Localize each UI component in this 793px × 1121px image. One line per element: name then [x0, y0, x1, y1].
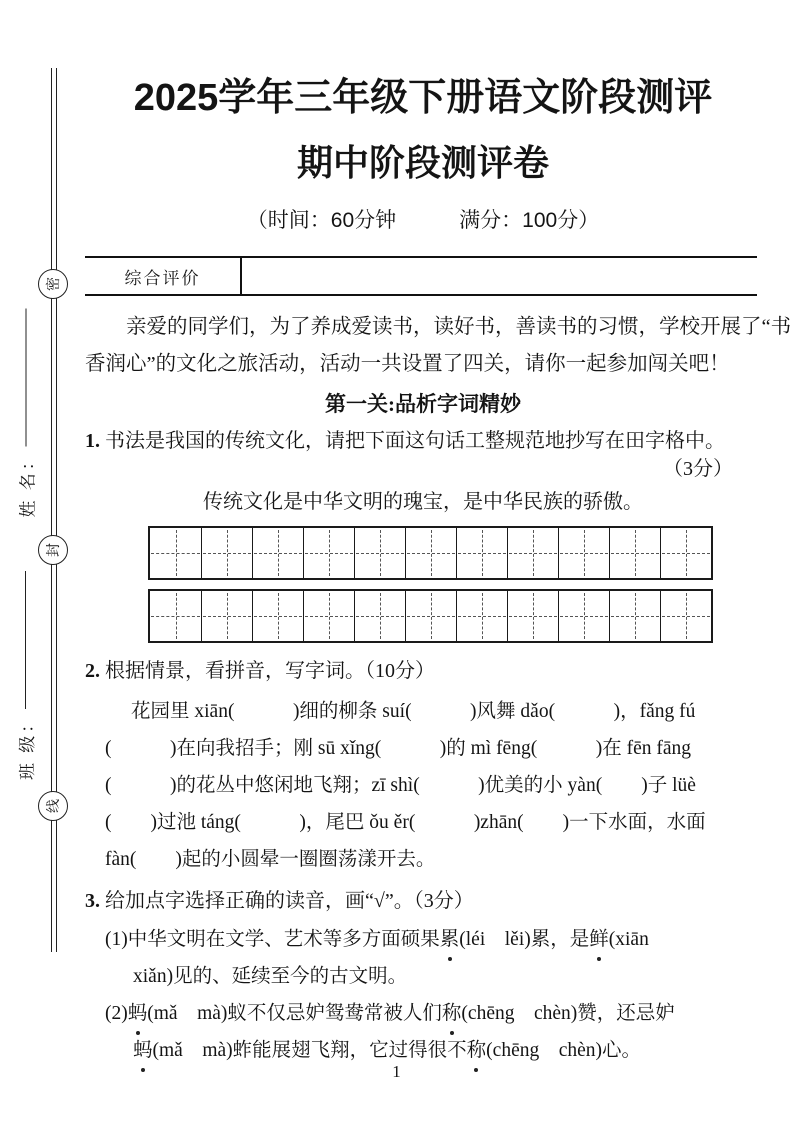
tianzige-grid [148, 526, 761, 643]
tianzige-cell [150, 591, 201, 641]
tianzige-cell [303, 591, 354, 641]
name-write-line [25, 308, 26, 446]
tianzige-cell [609, 528, 660, 578]
q3-item-line [85, 958, 761, 995]
question-1-number: 1. [85, 430, 100, 452]
intro-line: 香润心”的文化之旅活动，活动一共设置了四关，请你一起参加闯关吧！ [85, 353, 730, 375]
paper-subtitle: 期中阶段测评卷 [296, 142, 549, 183]
q3-text-segment: (1)中华文明在文学、艺术等多方面硕果 [105, 929, 440, 950]
q3-text-segment: xiǎn)见的、延续至今的古文明。 [133, 966, 408, 987]
question-3 [85, 887, 761, 1069]
q3-text-segment: (chēng chèn)赞，还忌妒 [461, 1003, 675, 1024]
question-2-text: 根据情景，看拼音，写字词。（10分） [105, 660, 435, 682]
dotted-character: 蚂 [128, 995, 148, 1032]
tianzige-cell [354, 591, 405, 641]
tianzige-cell [405, 528, 456, 578]
tianzige-cell [609, 591, 660, 641]
tianzige-cell [456, 528, 507, 578]
q2-pinyin-line: ( )的花丛中悠闲地飞翔；zī shì( )优美的小 yàn( )子 lüè [105, 775, 696, 796]
dotted-character: 称 [467, 1032, 487, 1069]
tianzige-row [148, 589, 713, 643]
q2-pinyin-line: 花园里 xiān( )细的柳条 suí( )风舞 dǎo( )，fǎng fú [131, 701, 696, 722]
q3-items [85, 921, 761, 1069]
evaluation-box [85, 256, 757, 296]
seal-stamp-mi [38, 269, 68, 299]
question-3-header [85, 887, 761, 915]
paper-content [85, 0, 792, 1069]
class-label-text: 班 级： [17, 712, 37, 780]
q3-text-segment: (2) [105, 1003, 128, 1024]
student-class-label [10, 558, 40, 780]
seal-stamp-feng [38, 535, 68, 565]
q3-text-segment: (chēng chèn)心。 [486, 1040, 642, 1061]
seal-stamp-character: 封 [47, 543, 62, 557]
seal-stamp-xian [38, 791, 68, 821]
intro-line: 亲爱的同学们，为了养成爱读书，读好书，善读书的习惯，学校开展了“书 [126, 316, 792, 338]
intro-paragraph [85, 309, 792, 383]
tianzige-row [148, 526, 713, 580]
tianzige-cell [660, 591, 711, 641]
question-3-number: 3. [85, 890, 100, 912]
page-number: 1 [392, 1062, 401, 1081]
tianzige-cell [252, 591, 303, 641]
q3-text-segment: (mǎ mà)蚁不仅忌妒鸳鸯常被人们 [147, 1003, 442, 1024]
tianzige-cell [507, 528, 558, 578]
tianzige-cell [201, 591, 252, 641]
time-score-meta: （时间：60分钟 满分：100分） [246, 209, 600, 232]
q2-pinyin-line: ( )在向我招手；刚 sū xǐng( )的 mì fēng( )在 fēn fāng [105, 738, 691, 759]
question-2-header [85, 657, 761, 685]
tianzige-cell [354, 528, 405, 578]
q3-text-segment: (mǎ mà)蚱能展翅飞翔，它过得很不 [152, 1040, 467, 1061]
tianzige-cell [558, 591, 609, 641]
question-1-text: 书法是我国的传统文化，请把下面这句话工整规范地抄写在田字格中。 [105, 430, 725, 452]
evaluation-divider [240, 258, 242, 294]
dotted-character: 称 [442, 995, 462, 1032]
tianzige-cell [201, 528, 252, 578]
tianzige-cell [150, 528, 201, 578]
class-write-line [25, 571, 26, 709]
tianzige-cell [303, 528, 354, 578]
q3-text-segment: (léi lěi)累，是 [459, 929, 590, 950]
section-heading: 第一关:品析字词精妙 [325, 392, 521, 416]
tianzige-cell [252, 528, 303, 578]
paper-title: 2025学年三年级下册语文阶段测评 [133, 77, 713, 119]
dotted-character: 累 [440, 921, 460, 958]
question-2-number: 2. [85, 660, 100, 682]
dotted-character: 鲜 [589, 921, 609, 958]
tianzige-cell [660, 528, 711, 578]
student-name-label [11, 303, 41, 518]
q3-item-line [85, 995, 761, 1032]
evaluation-label: 综合评价 [124, 268, 201, 288]
question-3-text: 给加点字选择正确的读音，画“√”。（3分） [105, 890, 474, 912]
q2-pinyin-line: ( )过池 táng( )，尾巴 ǒu ěr( )zhān( )一下水面，水面 [105, 812, 706, 833]
tianzige-cell [507, 591, 558, 641]
tianzige-cell [456, 591, 507, 641]
question-2 [85, 657, 761, 878]
q3-text-segment: (xiān [608, 929, 649, 950]
tianzige-cell [558, 528, 609, 578]
question-1-header [85, 427, 761, 455]
copy-sentence: 传统文化是中华文明的瑰宝，是中华民族的骄傲。 [203, 491, 643, 513]
name-label-text: 姓 名： [18, 450, 37, 518]
seal-stamp-character: 密 [47, 277, 62, 291]
q2-pinyin-line: fàn( )起的小圆晕一圈圈荡漾开去。 [105, 849, 436, 870]
q3-item-line [85, 921, 761, 958]
dotted-character: 蚂 [133, 1032, 153, 1069]
question-1-score: （3分） [663, 458, 733, 480]
seal-stamp-character: 线 [47, 799, 62, 813]
tianzige-cell [405, 591, 456, 641]
q2-lines [85, 693, 761, 878]
